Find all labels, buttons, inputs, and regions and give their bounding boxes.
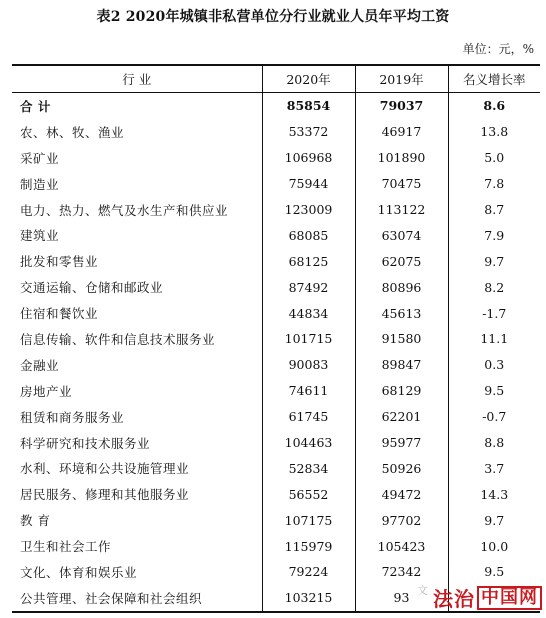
cell-growth: 3.7 — [448, 455, 540, 481]
cell-growth: 7.9 — [448, 222, 540, 248]
cell-growth: 10.0 — [448, 533, 540, 559]
cell-2020: 106968 — [262, 145, 355, 171]
cell-industry: 科学研究和技术服务业 — [20, 435, 151, 451]
cell-2019: 45613 — [355, 300, 448, 326]
table-row — [12, 119, 540, 145]
table-row — [12, 507, 540, 533]
watermark-box-text: 中国网 — [477, 586, 542, 610]
table-row — [12, 145, 540, 171]
table-row — [12, 533, 540, 559]
cell-industry: 交通运输、仓储和邮政业 — [20, 280, 164, 296]
wage-table — [12, 64, 540, 613]
table-body — [12, 93, 540, 612]
cell-2019: 105423 — [355, 533, 448, 559]
cell-industry: 采矿业 — [20, 150, 60, 166]
cell-2020: 44834 — [262, 300, 355, 326]
table-row — [12, 481, 540, 507]
cell-industry: 租赁和商务服务业 — [20, 409, 125, 425]
cell-2020: 56552 — [262, 481, 355, 507]
table-row — [12, 378, 540, 404]
cell-industry: 教 育 — [20, 513, 51, 529]
table-row — [12, 455, 540, 481]
total-row — [12, 93, 540, 119]
cell-2020: 68125 — [262, 248, 355, 274]
table-row — [12, 430, 540, 456]
cell-2019: 89847 — [355, 352, 448, 378]
table-row — [12, 248, 540, 274]
cell-industry: 电力、热力、燃气及水生产和供应业 — [20, 202, 229, 218]
cell-2020: 90083 — [262, 352, 355, 378]
table-row — [12, 326, 540, 352]
cell-industry: 农、林、牧、渔业 — [20, 124, 125, 140]
cell-growth: 9.7 — [448, 248, 540, 274]
table-row — [12, 300, 540, 326]
cell-growth: 0.3 — [448, 352, 540, 378]
cell-2019: 63074 — [355, 222, 448, 248]
table-title: 表2 2020年城镇非私营单位分行业就业人员年平均工资 — [96, 9, 450, 25]
cell-2019: 50926 — [355, 455, 448, 481]
cell-2019: 101890 — [355, 145, 448, 171]
cell-2020: 123009 — [262, 197, 355, 223]
cell-industry: 房地产业 — [20, 383, 73, 399]
cell-2019: 80896 — [355, 274, 448, 300]
cell-2019: 93 — [355, 585, 448, 612]
table-row — [12, 352, 540, 378]
cell-growth: 8.7 — [448, 197, 540, 223]
watermark-faint-text: 文 — [417, 584, 428, 597]
cell-growth: 9.7 — [448, 507, 540, 533]
table-row — [12, 197, 540, 223]
cell-2019: 97702 — [355, 507, 448, 533]
header-industry: 行 业 — [12, 65, 262, 93]
cell-growth: 14.3 — [448, 481, 540, 507]
cell-industry: 信息传输、软件和信息技术服务业 — [20, 331, 216, 347]
cell-2020: 104463 — [262, 430, 355, 456]
cell-growth: -1.7 — [448, 300, 540, 326]
cell-growth: 8.2 — [448, 274, 540, 300]
cell-industry: 居民服务、修理和其他服务业 — [20, 487, 190, 503]
cell-2019: 72342 — [355, 559, 448, 585]
cell-growth: 9.5 — [448, 378, 540, 404]
cell-growth: -0.7 — [448, 404, 540, 430]
cell-2020: 103215 — [262, 585, 355, 612]
cell-2020: 68085 — [262, 222, 355, 248]
cell-2020: 107175 — [262, 507, 355, 533]
watermark-logo — [433, 583, 542, 612]
table-row — [12, 274, 540, 300]
header-2019: 2019年 — [355, 65, 448, 93]
cell-2019: 62075 — [355, 248, 448, 274]
cell-industry: 制造业 — [20, 176, 60, 192]
header-row — [12, 65, 540, 93]
cell-industry: 合 计 — [20, 98, 51, 114]
cell-2020: 61745 — [262, 404, 355, 430]
cell-2019: 70475 — [355, 171, 448, 197]
cell-2020: 74611 — [262, 378, 355, 404]
cell-growth: 8.6 — [448, 93, 540, 119]
table-row — [12, 404, 540, 430]
cell-industry: 水利、环境和公共设施管理业 — [20, 461, 190, 477]
cell-industry: 卫生和社会工作 — [20, 539, 112, 555]
cell-2020: 115979 — [262, 533, 355, 559]
cell-2020: 53372 — [262, 119, 355, 145]
cell-2020: 101715 — [262, 326, 355, 352]
cell-growth: 5.0 — [448, 145, 540, 171]
cell-2019: 95977 — [355, 430, 448, 456]
cell-2019: 46917 — [355, 119, 448, 145]
cell-growth: 8.8 — [448, 430, 540, 456]
unit-note: 单位：元，% — [462, 42, 534, 56]
cell-growth: 9.5 — [448, 559, 540, 585]
table-row — [12, 222, 540, 248]
cell-growth: 13.8 — [448, 119, 540, 145]
header-2020: 2020年 — [262, 65, 355, 93]
cell-2020: 79224 — [262, 559, 355, 585]
cell-industry: 住宿和餐饮业 — [20, 306, 99, 322]
cell-industry: 金融业 — [20, 357, 60, 373]
cell-2019: 79037 — [355, 93, 448, 119]
cell-industry: 批发和零售业 — [20, 254, 99, 270]
header-growth: 名义增长率 — [448, 65, 540, 93]
cell-growth: 7.8 — [448, 171, 540, 197]
cell-growth: 11.1 — [448, 326, 540, 352]
watermark-text: 法治 — [433, 587, 475, 611]
cell-2019: 62201 — [355, 404, 448, 430]
cell-2020: 87492 — [262, 274, 355, 300]
cell-2020: 75944 — [262, 171, 355, 197]
cell-2019: 68129 — [355, 378, 448, 404]
cell-2019: 113122 — [355, 197, 448, 223]
table-row — [12, 171, 540, 197]
cell-industry: 文化、体育和娱乐业 — [20, 564, 138, 580]
cell-industry: 公共管理、社会保障和社会组织 — [12, 585, 262, 612]
cell-2020: 52834 — [262, 455, 355, 481]
cell-2019: 91580 — [355, 326, 448, 352]
cell-2019: 49472 — [355, 481, 448, 507]
table-row — [12, 559, 540, 585]
cell-industry: 建筑业 — [20, 228, 60, 244]
cell-2020: 85854 — [262, 93, 355, 119]
